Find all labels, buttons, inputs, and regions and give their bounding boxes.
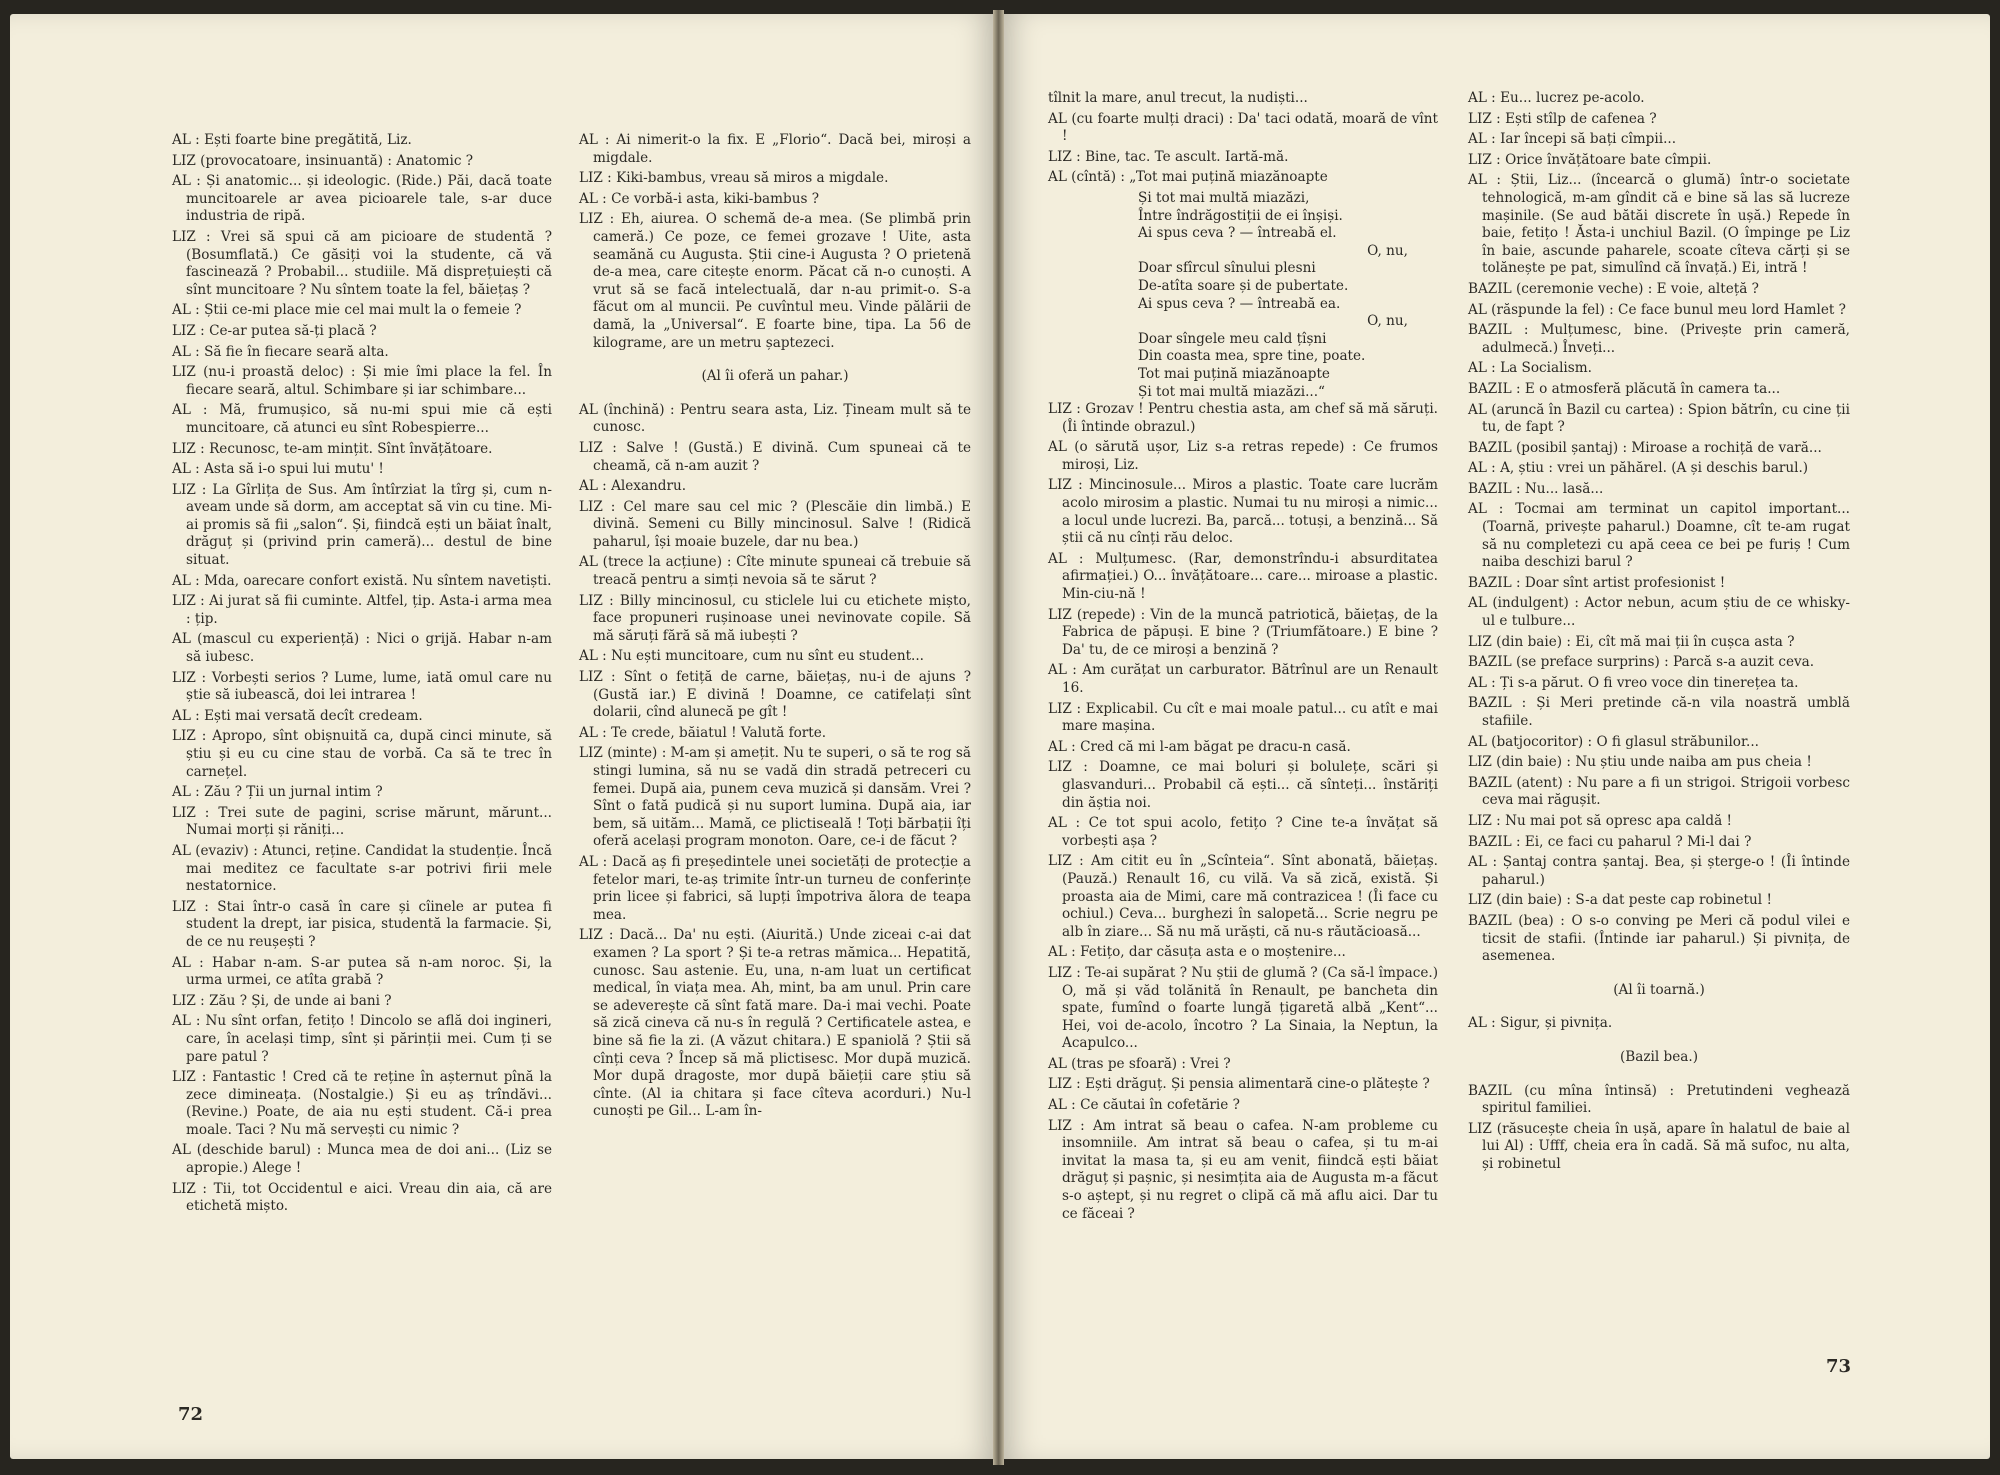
dialogue-line: AL (indulgent) : Actor nebun, acum știu de ce whisky-ul e tulbure... (1468, 595, 1850, 630)
dialogue-line: LIZ (răsucește cheia în ușă, apare în halatul de baie al lui Al) : Ufff, cheia era în cadă. Să mă sufoc, nu alta, și robinetul (1468, 1120, 1850, 1172)
dialogue-line: LIZ : Bine, tac. Te ascult. Iartă-mă. (1048, 148, 1289, 165)
dialogue-line: AL : Mda, oarecare confort există. Nu sîntem navetiști. (172, 572, 552, 589)
dialogue-line: LIZ : Mincinosule... Miros a plastic. Toate care lucrăm acolo mirosim a plastic. Numai tu nu miroși a nimic... a locul unde lucrezi. Ba, parcă... totuși, a benzină... Să știi că nu cînți rău deloc. (1048, 477, 1438, 547)
dialogue-line: AL (batjocoritor) : O fi glasul străbunilor... (1468, 733, 1759, 750)
dialogue-line: LIZ : Nu mai pot să opresc apa caldă ! (1468, 812, 1732, 829)
dialogue-line: AL : Asta să i-o spui lui mutu' ! (172, 461, 384, 478)
dialogue-line: AL : Și anatomic... și ideologic. (Ride.) Păi, dacă toate muncitoarele ar avea picioarele tale, s-ar duce industria de ripă. (172, 173, 552, 225)
dialogue-line: AL : Ai nimerit-o la fix. E „Florio“. Dacă bei, miroși a migdale. (579, 132, 971, 166)
dialogue-line: AL (o sărută ușor, Liz s-a retras repede) : Ce frumos miroși, Liz. (1048, 439, 1438, 473)
dialogue-line: (Al îi toarnă.) (1613, 981, 1705, 998)
dialogue-line: BAZIL : Mulțumesc, bine. (Privește prin cameră, adulmecă.) Înveți... (1468, 322, 1850, 356)
verse-line: Între îndrăgostiții de ei înșiși. (1138, 207, 1343, 224)
verse-line: Ai spus ceva ? — întreabă el. (1138, 225, 1337, 242)
verse-line: Din coasta mea, spre tine, poate. (1138, 348, 1366, 365)
dialogue-line: LIZ : Am intrat să beau o cafea. N-am probleme cu insomniile. Am intrat să beau o cafea, și tu m-ai invitat la masa ta, și eu am venit, fiindcă ești băiat drăguț și pașnic, și nesimțita aia de Augusta m-a făcut s-o aștept, și nu regret o clipă că mă aflu aici. Dar tu ce făceai ? (1048, 1117, 1438, 1222)
dialogue-line: AL : Alexandru. (579, 478, 687, 495)
dialogue-line: LIZ : Sînt o fetiță de carne, băiețaș, nu-i de ajuns ? (Gustă iar.) E divină ! Doamne, ce catifelați sînt dolarii, cînd alunecă pe gît ! (579, 669, 971, 721)
verse-line: Tot mai puțină miazănoapte (1138, 365, 1330, 382)
dialogue-line: (Bazil bea.) (1619, 1048, 1699, 1065)
left-page-number: 72 (178, 1404, 204, 1425)
dialogue-line: LIZ : Ești stîlp de cafenea ? (1468, 110, 1657, 127)
dialogue-line: AL : Să fie în fiecare seară alta. (172, 343, 389, 360)
dialogue-line: BAZIL : Ei, ce faci cu paharul ? Mi-l dai ? (1468, 833, 1752, 850)
dialogue-line: LIZ (din baie) : Nu știu unde naiba am pus cheia ! (1468, 754, 1812, 771)
left-column-1 (172, 132, 552, 1219)
dialogue-line: AL : Ești mai versată decît credeam. (172, 707, 423, 724)
dialogue-line: AL : A, știu : vrei un păhărel. (A și deschis barul.) (1468, 460, 1809, 477)
dialogue-line: LIZ : Ai jurat să fii cuminte. Altfel, țip. Asta-i arma mea : țip. (172, 593, 552, 627)
dialogue-line: AL (evaziv) : Atunci, reține. Candidat la studenție. Încă mai meditez ce facultate s-ar potrivi firii mele nestatornice. (172, 842, 552, 895)
dialogue-line: AL : Nu sînt orfan, fetițo ! Dincolo se află doi ingineri, care, în același timp, sînt și părinții mei. Cum ți se pare patul ? (172, 1013, 552, 1065)
dialogue-line: LIZ : Dacă... Da' nu ești. (Aiurită.) Unde ziceai c-ai dat examen ? La sport ? Și te-a retras mămica... Hepatită, cunosc. Sau astenie. Eu, una, n-am luat un certificat medical, în viața mea. Ah, mint, ba am unul. Prin care se adeverește că sînt fată mare. Da-i mai vechi. Poate să zică cineva că nu-s în regulă ? Certificatele astea, e bine să fie la zi. (A văzut chitara.) E spaniolă ? Știi să cînți ceva ? Încep să mă plictisesc. Mor după muzică. Mor după dragoste, mor după băieții care știu să cînte. (Al ia chitara și face cîteva acorduri.) Nu-l cunoști pe Gil... L-am în- (579, 927, 971, 1120)
dialogue-line: AL : Ce vorbă-i asta, kiki-bambus ? (579, 190, 820, 207)
dialogue-line: LIZ : Stai într-o casă în care și cîinele ar putea fi student la drept, iar pisica, studentă la farmacie. Și, de ce nu reușești ? (172, 898, 552, 950)
dialogue-line: AL : Habar n-am. S-ar putea să n-am noroc. Și, la urma urmei, ce atîta grabă ? (172, 954, 552, 989)
dialogue-line: LIZ : Vorbești serios ? Lume, lume, iată omul care nu știe să iubească, doi lei intrarea ! (172, 669, 552, 704)
book-gutter (993, 10, 1004, 1465)
dialogue-line: LIZ : Zău ? Și, de unde ai bani ? (172, 992, 392, 1009)
dialogue-line: AL : Sigur, și pivnița. (1468, 1015, 1613, 1032)
dialogue-line: BAZIL (atent) : Nu pare a fi un strigoi. Strigoii vorbesc ceva mai răgușit. (1468, 774, 1850, 809)
dialogue-line: LIZ : Billy mincinosul, cu sticlele lui cu etichete mișto, face propuneri rușinoase unei nevinovate copile. Să mă săruți fără să mă iubești ? (579, 592, 971, 644)
dialogue-line: AL : Mă, frumușico, să nu-mi spui mie că ești muncitoare, că atunci eu sînt Robespierre... (172, 402, 552, 436)
verse-line: Doar sfîrcul sînului plesni (1138, 260, 1316, 277)
dialogue-line: LIZ : Recunosc, te-am mințit. Sînt învățătoare. (172, 440, 493, 457)
dialogue-line: BAZIL : Și Meri pretinde că-n vila noastră umblă stafiile. (1468, 695, 1850, 729)
dialogue-line: AL : Știi ce-mi place mie cel mai mult la o femeie ? (172, 302, 522, 319)
dialogue-line: LIZ : La Gîrlița de Sus. Am întîrziat la tîrg și, cum n-aveam unde să dorm, am acceptat să vin cu tine. Mi-ai promis să fii „salon“. Și, fiindcă ești un băiat înalt, drăguț și (privind prin cameră)... destul de bine situat. (172, 481, 552, 569)
dialogue-line: LIZ : Vrei să spui că am picioare de studentă ? (Bosumflată.) Ce găsiți voi la studente, că vă fascinează ? Probabil... studiile. Mă disprețuiești că sînt muncitoare ? Nu sîntem toate la fel, băiețaș ? (172, 228, 552, 298)
dialogue-line: LIZ (din baie) : S-a dat peste cap robinetul ! (1468, 892, 1772, 909)
dialogue-line: AL : Ți s-a părut. O fi vreo voce din tinerețea ta. (1468, 674, 1799, 691)
verse-line: Și tot mai multă miazăzi...“ (1138, 383, 1325, 400)
dialogue-line: AL (trece la acțiune) : Cîte minute spuneai că trebuie să treacă pentru a simți nevoia să te sărut ? (579, 554, 971, 589)
dialogue-line: LIZ (repede) : Vin de la muncă patriotică, băiețaș, de la Fabrica de păpuși. E bine ? (Triumfătoare.) E bine ? Da' tu, de ce miroși a benzină ? (1048, 606, 1438, 658)
dialogue-line: AL (răspunde la fel) : Ce face bunul meu lord Hamlet ? (1468, 301, 1846, 318)
dialogue-line: LIZ : Orice învățătoare bate cîmpii. (1468, 151, 1712, 168)
dialogue-line: LIZ : Eh, aiurea. O schemă de-a mea. (Se plimbă prin cameră.) Ce poze, ce femei grozave ! Uite, asta seamănă cu Augusta. Știi cine-i Augusta ? O prietenă de-a mea, care citește enorm. Păcat că n-o cunoști. A vrut să se facă intelectuală, dar n-au primit-o. S-a făcut om al muncii. Pe cuvîntul meu. Vinde pălării de damă, la „Universal“. E foarte bine, tipa. La 56 de kilograme, are un metru șaptezeci. (579, 211, 971, 351)
dialogue-line: AL : Te crede, băiatul ! Valută forte. (579, 724, 827, 741)
dialogue-line: AL (cîntă) : „Tot mai puțină miazănoapte (1048, 169, 1328, 186)
verse-line: De-atîta soare și de pubertate. (1138, 277, 1349, 294)
right-column-2 (1468, 90, 1850, 1176)
right-page (1004, 14, 1990, 1459)
dialogue-line: BAZIL (se preface surprins) : Parcă s-a auzit ceva. (1468, 654, 1815, 671)
dialogue-line: BAZIL (posibil șantaj) : Miroase a rochiță de vară... (1468, 439, 1822, 456)
verse-line: Și tot mai multă miazăzi, (1138, 189, 1310, 206)
dialogue-line: AL : La Socialism. (1468, 360, 1592, 377)
dialogue-line: AL : Am curățat un carburator. Bătrînul are un Renault 16. (1048, 662, 1438, 696)
dialogue-line: AL (cu foarte mulți draci) : Da' taci odată, moară de vînt ! (1048, 110, 1438, 145)
dialogue-line: LIZ : Kiki-bambus, vreau să miros a migdale. (579, 170, 889, 187)
dialogue-line: LIZ : Ești drăguț. Și pensia alimentară cine-o plătește ? (1048, 1076, 1430, 1093)
dialogue-line: AL : Ce căutai în cofetărie ? (1048, 1097, 1240, 1114)
dialogue-line: AL : Știi, Liz... (încearcă o glumă) într-o societate tehnologică, m-am gîndit că e bine să las să lucreze mașinile. (Se aud bătăi discrete în ușă.) Repede în baie, fetițo ! Ăsta-i unchiul Bazil. (O împinge pe Liz în baie, ascunde paharele, scoate cîteva cărți și se tolănește pe pat, simulînd că învață.) Ei, intră ! (1468, 172, 1850, 277)
dialogue-line: AL : Iar începi să bați cîmpii... (1468, 131, 1677, 148)
dialogue-line: AL (tras pe sfoară) : Vrei ? (1048, 1055, 1231, 1072)
dialogue-line: BAZIL : Nu... lasă... (1468, 480, 1604, 497)
dialogue-line: LIZ : Cel mare sau cel mic ? (Plescăie din limbă.) E divină. Semeni cu Billy mincinosul. Salve ! (Ridică paharul, își moaie buzele, dar nu bea.) (579, 498, 971, 550)
right-page-number: 73 (1826, 1356, 1852, 1377)
dialogue-line: LIZ : Salve ! (Gustă.) E divină. Cum spuneai că te cheamă, că n-am auzit ? (579, 439, 971, 474)
dialogue-line: tîlnit la mare, anul trecut, la nudiști... (1048, 90, 1308, 106)
dialogue-line: AL : Ești foarte bine pregătită, Liz. (172, 132, 412, 148)
dialogue-line: LIZ : Tii, tot Occidentul e aici. Vreau din aia, că are etichetă mișto. (172, 1180, 552, 1215)
dialogue-line: AL (aruncă în Bazil cu cartea) : Spion bătrîn, cu cine ții tu, de fapt ? (1468, 401, 1850, 436)
dialogue-line: AL (mascul cu experiență) : Nici o grijă. Habar n-am să iubesc. (172, 631, 552, 666)
dialogue-line: AL : Mulțumesc. (Rar, demonstrîndu-i absurditatea afirmației.) O... învățătoare... care... miroase a plastic. Min-ciu-nă ! (1048, 550, 1438, 603)
dialogue-line: LIZ : Grozav ! Pentru chestia asta, am chef să mă săruți. (Îi întinde obrazul.) (1048, 401, 1438, 435)
verse-line: O, nu, (1367, 242, 1408, 259)
dialogue-line: BAZIL : E o atmosferă plăcută în camera ta... (1468, 380, 1781, 397)
verse-line: O, nu, (1367, 313, 1408, 330)
dialogue-line: AL : Eu... lucrez pe-acolo. (1468, 90, 1645, 106)
dialogue-line: LIZ : Explicabil. Cu cît e mai moale patul... cu atît e mai mare mașina. (1048, 700, 1438, 735)
dialogue-line: LIZ : Am citit eu în „Scînteia“. Sînt abonată, băiețaș. (Pauză.) Renault 16, cu vilă. Va să zică, există. Și proasta aia de Mimi, care mă contrazicea ! (Îi face cu ochiul.) Ceva... burghezi în salopetă... Scrie negru pe alb în ziare... Să nu mă urăști, că nu-s răutăcioasă... (1048, 853, 1438, 940)
dialogue-line: BAZIL (bea) : O s-o conving pe Meri că podul vilei e ticsit de stafii. (Întinde iar paharul.) Și pivnița, de asemenea. (1468, 912, 1850, 965)
dialogue-line: LIZ (provocatoare, insinuantă) : Anatomic ? (172, 152, 474, 169)
verse-line: Doar sîngele meu cald țîșni (1138, 330, 1327, 347)
dialogue-line: AL (deschide barul) : Munca mea de doi ani... (Liz se apropie.) Alege ! (172, 1142, 552, 1177)
dialogue-line: LIZ : Fantastic ! Cred că te reține în așternut pînă la zece dimineața. (Nostalgie.) Și eu aș trîndăvi... (Revine.) Poate, de aia nu ești student. Că-i prea moale. Taci ? Nu mă servești cu nimic ? (172, 1069, 552, 1138)
dialogue-line: BAZIL (ceremonie veche) : E voie, alteță ? (1468, 280, 1759, 297)
dialogue-line: LIZ (din baie) : Ei, cît mă mai ții în cușca asta ? (1468, 633, 1795, 650)
dialogue-line: AL : Șantaj contra șantaj. Bea, și șterge-o ! (Îi întinde paharul.) (1468, 854, 1850, 888)
dialogue-line: AL : Fetițo, dar căsuța asta e o moștenire... (1048, 944, 1346, 961)
dialogue-line: AL : Dacă aș fi președintele unei societăți de protecție a fetelor mari, te-aș trimite într-un turneu de conferințe prin licee și fabrici, să lupți împotriva ălora de teapa mea. (579, 853, 971, 923)
dialogue-line: (Al îi oferă un pahar.) (701, 368, 849, 385)
right-column-1 (1048, 90, 1438, 1226)
dialogue-line: AL : Cred că mi l-am băgat pe dracu-n casă. (1048, 738, 1351, 755)
dialogue-line: LIZ : Te-ai supărat ? Nu știi de glumă ? (Ca să-l împace.) O, mă și văd tolănită în Renault, pe bancheta din spate, fumînd o foarte lungă țigaretă albă „Kent“... Hei, voi de-acolo, încotro ? La Sinaia, la Neptun, la Acapulco... (1048, 964, 1438, 1052)
verse-line: Ai spus ceva ? — întreabă ea. (1138, 295, 1341, 312)
dialogue-line: AL : Nu ești muncitoare, cum nu sînt eu student... (579, 648, 925, 665)
left-page (10, 14, 993, 1459)
dialogue-line: LIZ (minte) : M-am și amețit. Nu te superi, o să te rog să stingi lumina, să nu se vadă din stradă petreceri cu femei. După aia, punem ceva muzică și dansăm. Vrei ? Sînt o fată pudică și nu suport lumina. După aia, iar bem, să uităm... Mamă, ce plictiseală ! Toți bărbații îți oferă același program monoton. Oare, ce-i de făcut ? (579, 745, 971, 850)
dialogue-line: LIZ : Ce-ar putea să-ți placă ? (172, 322, 377, 339)
dialogue-line: AL (închină) : Pentru seara asta, Liz. Țineam mult să te cunosc. (579, 401, 971, 436)
dialogue-line: AL : Ce tot spui acolo, fetițo ? Cine te-a învățat să vorbești așa ? (1048, 815, 1438, 849)
dialogue-line: AL : Zău ? Ții un jurnal intim ? (172, 784, 383, 801)
dialogue-line: LIZ : Trei sute de pagini, scrise mărunt, mărunt... Numai morți și răniți... (172, 804, 552, 839)
dialogue-line: BAZIL (cu mîna întinsă) : Pretutindeni veghează spiritul familiei. (1468, 1082, 1850, 1117)
dialogue-line: BAZIL : Doar sînt artist profesionist ! (1468, 574, 1726, 591)
left-column-2 (579, 132, 971, 1124)
dialogue-line: AL : Tocmai am terminat un capitol important... (Toarnă, privește paharul.) Doamne, cît te-am rugat să nu completezi cu apă ceea ce bei pe furiș ! Cum naiba deschizi barul ? (1468, 501, 1850, 571)
dialogue-line: LIZ (nu-i proastă deloc) : Și mie îmi place la fel. În fiecare seară, altul. Schimbare și iar schimbare... (172, 364, 552, 398)
dialogue-line: LIZ : Doamne, ce mai boluri și bolulețe, scări și glasvanduri... Probabil că ești... că sînteți... înstăriți din ăștia noi. (1048, 759, 1438, 811)
dialogue-line: LIZ : Apropo, sînt obișnuită ca, după cinci minute, să știu și eu cu cine stau de vorbă. Ca să te trec în carnețel. (172, 728, 552, 780)
